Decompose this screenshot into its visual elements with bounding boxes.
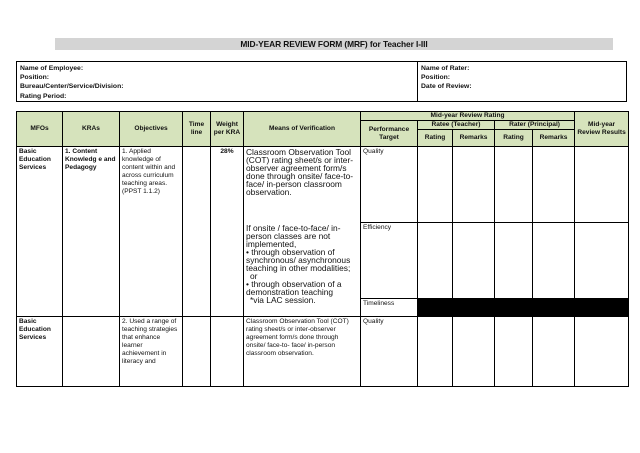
blocked-cell — [418, 299, 453, 317]
mov-alt-item-2: • through observation of a demonstration teaching — [246, 278, 342, 297]
rater-info — [418, 62, 626, 101]
review-date-label: Date of Review: — [421, 83, 472, 91]
header-rater-remarks: Remarks — [533, 130, 575, 147]
results-cell — [575, 317, 629, 387]
header-objectives: Objectives — [120, 112, 183, 147]
header-rater: Rater (Principal) — [495, 121, 575, 130]
header-mov: Means of Verification — [244, 112, 361, 147]
blocked-cell — [453, 299, 495, 317]
weight-cell-2 — [211, 317, 244, 387]
header-rater-rating: Rating — [495, 130, 533, 147]
header-kras: KRAs — [63, 112, 120, 147]
weight-cell: 28% — [211, 147, 244, 317]
header-weight: Weight per KRA — [211, 112, 244, 147]
mov-alt-lac: *via LAC session. — [250, 294, 316, 305]
header-target: Performance Target — [361, 121, 418, 147]
rating-period-label: Rating Period: — [20, 92, 67, 100]
rater-name-label: Name of Rater: — [421, 65, 470, 72]
review-table — [16, 111, 629, 387]
header-results: Mid-year Review Results — [575, 112, 629, 147]
blocked-cell — [495, 299, 533, 317]
target-quality-2: Quality — [361, 317, 418, 387]
mov-alt-item-1-text: through observation of synchronous/ asynchronous teaching in other modalities; — [246, 246, 351, 273]
header-ratee: Ratee (Teacher) — [418, 121, 495, 130]
target-efficiency: Efficiency — [361, 223, 418, 299]
ratee-remarks-cell — [453, 223, 495, 299]
employee-position-label: Position: — [20, 74, 50, 82]
mov-cell-1: Classroom Observation Tool (COT) rating sheet/s or inter-observer agreement form/s done through onsite/ face-to- face/ in-person classroom observation. — [244, 147, 361, 223]
rater-remarks-cell — [533, 223, 575, 299]
header-midyear-rating: Mid-year Review Rating — [361, 112, 575, 121]
mov-alt-or: or — [250, 270, 258, 281]
results-cell — [575, 147, 629, 223]
results-cell — [575, 223, 629, 299]
kra-cell-2 — [63, 317, 120, 387]
target-quality: Quality — [361, 147, 418, 223]
mov-alt-item-2-text: through observation of a demonstration teaching — [246, 278, 342, 297]
bureau-label: Bureau/Center/Service/Division: — [20, 83, 124, 91]
mfo-cell: Basic Education Services — [17, 147, 63, 317]
objective-cell-2: 2. Used a range of teaching strategies that enhance learner achievement in literacy and — [120, 317, 183, 387]
timeline-cell-2 — [183, 317, 211, 387]
kra-cell: 1. Content Knowledg e and Pedagogy — [63, 147, 120, 317]
rater-rating-cell — [495, 223, 533, 299]
rater-position-label: Position: — [421, 74, 451, 82]
ratee-rating-cell — [418, 223, 453, 299]
objective-cell: 1. Applied knowledge of content within and across curriculum teaching areas. (PPST 1.1.2) — [120, 147, 183, 317]
header-timeline: Time line — [183, 112, 211, 147]
employee-info-box — [16, 61, 627, 102]
ratee-rating-cell — [418, 317, 453, 387]
rater-remarks-cell — [533, 317, 575, 387]
ratee-remarks-cell — [453, 317, 495, 387]
blocked-cell — [575, 299, 629, 317]
mov-cell-3: Classroom Observation Tool (COT) rating sheet/s or inter-observer agreement form/s done through onsite/ face-to- face/ in-person classroom observation. — [244, 317, 361, 387]
employee-info — [17, 62, 418, 101]
blocked-cell — [533, 299, 575, 317]
form-title: MID-YEAR REVIEW FORM (MRF) for Teacher I-III — [55, 38, 613, 50]
header-ratee-remarks: Remarks — [453, 130, 495, 147]
header-ratee-rating: Rating — [418, 130, 453, 147]
target-timeliness: Timeliness — [361, 299, 418, 317]
header-mfos: MFOs — [17, 112, 63, 147]
mfo-cell-2: Basic Education Services — [17, 317, 63, 387]
mov-alt-item-1: • through observation of synchronous/ asynchronous teaching in other modalities; — [246, 246, 351, 273]
rater-remarks-cell — [533, 147, 575, 223]
mov-alt-intro: If onsite / face-to-face/ in-person classes are not implemented, — [246, 222, 341, 249]
employee-name-label: Name of Employee: — [20, 65, 84, 72]
mov-cell-2 — [244, 223, 361, 317]
timeline-cell — [183, 147, 211, 317]
rater-rating-cell — [495, 317, 533, 387]
rater-rating-cell — [495, 147, 533, 223]
ratee-rating-cell — [418, 147, 453, 223]
ratee-remarks-cell — [453, 147, 495, 223]
